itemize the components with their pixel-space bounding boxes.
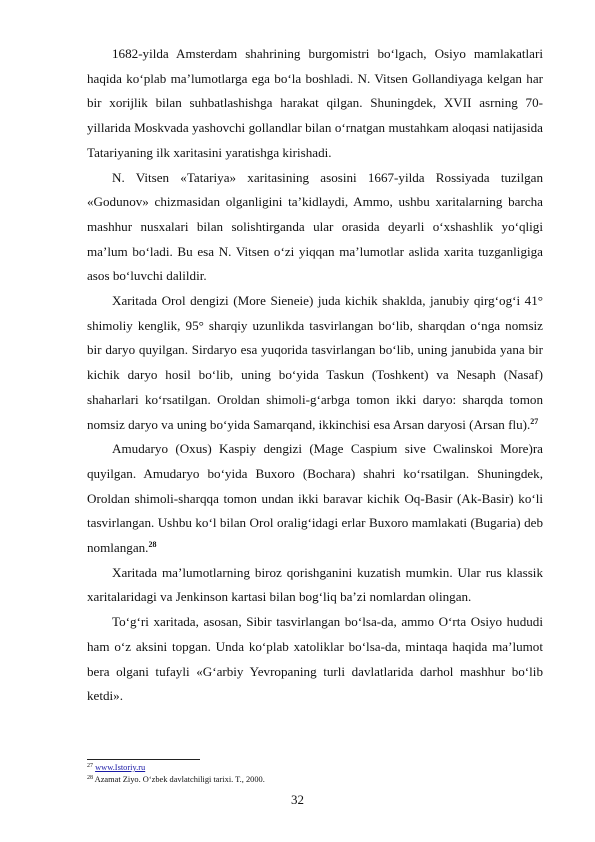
footnote-text: Azamat Ziyo. O‘zbek davlatchiligi tarixi. T., 2000. xyxy=(94,775,265,784)
footnote-27 xyxy=(87,762,543,774)
footnote-ref-27[interactable]: 27 xyxy=(530,416,539,426)
footnote-28 xyxy=(87,774,543,786)
footnotes xyxy=(87,762,543,786)
paragraph-3: Xaritada Orol dengizi (More Sieneie) juda kichik shaklda, janubiy qirg‘og‘i 41° shimoliy kenglik, 95° sharqiy uzunlikda tasvirlangan bo‘lib, sharqdan o‘nga nomsiz bir daryo quyilgan. Sirdaryo esa yuqorida tasvirlangan bo‘lib, uning janubida yana bir kichik daryo hosil bo‘lib, uning bo‘yida Taskun (Toshkent) va Nesaph (Nasaf) shaharlari ko‘rsatilgan. Oroldan shimoli-g‘arbga tomon ikki daryo: sharqda tomon nomsiz daryo va uning bo‘yida Samarqand, ikkinchisi esa Arsan daryosi (Arsan flu).$^{27}$ xyxy=(87,293,543,432)
footnote-ref-28[interactable]: 28 xyxy=(148,540,157,550)
paragraph-1: 1682-yilda Amsterdam shahrining burgomistri bo‘lgach, Osiyo mamlakatlari haqida ko‘plab ma’lumotlarga ega bo‘la boshladi. N. Vitsen Gollandiyaga kelgan har bir xorijlik bilan suhbatlashishga harakat qilgan. Shuningdek, XVII asrning 70-yillarida Moskvada yashovchi gollandlar bilan o‘rnatgan mustahkam aloqasi natijasida Tatariyaning ilk xaritasini yaratishga kirishadi. xyxy=(87,46,543,160)
footnote-link[interactable]: www.Istoriy.ru xyxy=(95,763,146,772)
paragraph-5: Xaritada ma’lumotlarning biroz qorishganini kuzatish mumkin. Ular rus klassik xaritalaridagi va Jenkinson kartasi bilan bog‘liq ba’zi nomlardan olingan. xyxy=(87,564,543,605)
footnote-divider xyxy=(87,759,200,760)
paragraph-4: Amudaryo (Oxus) Kaspiy dengizi (Mage Caspium sive Cwalinskoi More)ra quyilgan. Amudaryo bo‘yida Buxoro (Bochara) shahri ko‘rsatilgan. Shuningdek, Oroldan shimoli-sharqqa tomon undan ikki baravar kichik Oq-Basir (Ak-Basir) ko‘li tasvirlangan. Ushbu ko‘l bilan Orol oralig‘idagi erlar Buxoro mamlakati (Bugaria) deb nomlangan.$^{28}$ xyxy=(87,441,543,556)
page-number: 32 xyxy=(291,792,304,807)
body-text xyxy=(87,42,543,709)
paragraph-2: N. Vitsen «Tatariya» xaritasining asosini 1667-yilda Rossiyada tuzilgan «Godunov» chizmasidan olganligini ta’kidlaydi, Ammo, ushbu xaritalarning barcha mashhur nusxalari bilan solishtirganda ular orasida deyarli o‘xshashlik yo‘qligi ma’lum bo‘ladi. Bu esa N. Vitsen o‘zi yiqqan ma’lumotlar aslida xarita tuzganligiga asos bo‘luvchi dalildir. xyxy=(87,169,543,284)
footnote-number: 28 xyxy=(87,775,93,781)
footnote-number: 27 xyxy=(87,763,93,769)
paragraph-6: To‘g‘ri xaritada, asosan, Sibir tasvirlangan bo‘lsa-da, ammo O‘rta Osiyo hududi ham o‘z aksini topgan. Unda ko‘plab xatoliklar bo‘lsa-da, mintaqa haqida ma’lumot bera olgani tufayli «G‘arbiy Yevropaning turli davlatlarida darhol mashhur bo‘lib ketdi». xyxy=(87,614,543,704)
